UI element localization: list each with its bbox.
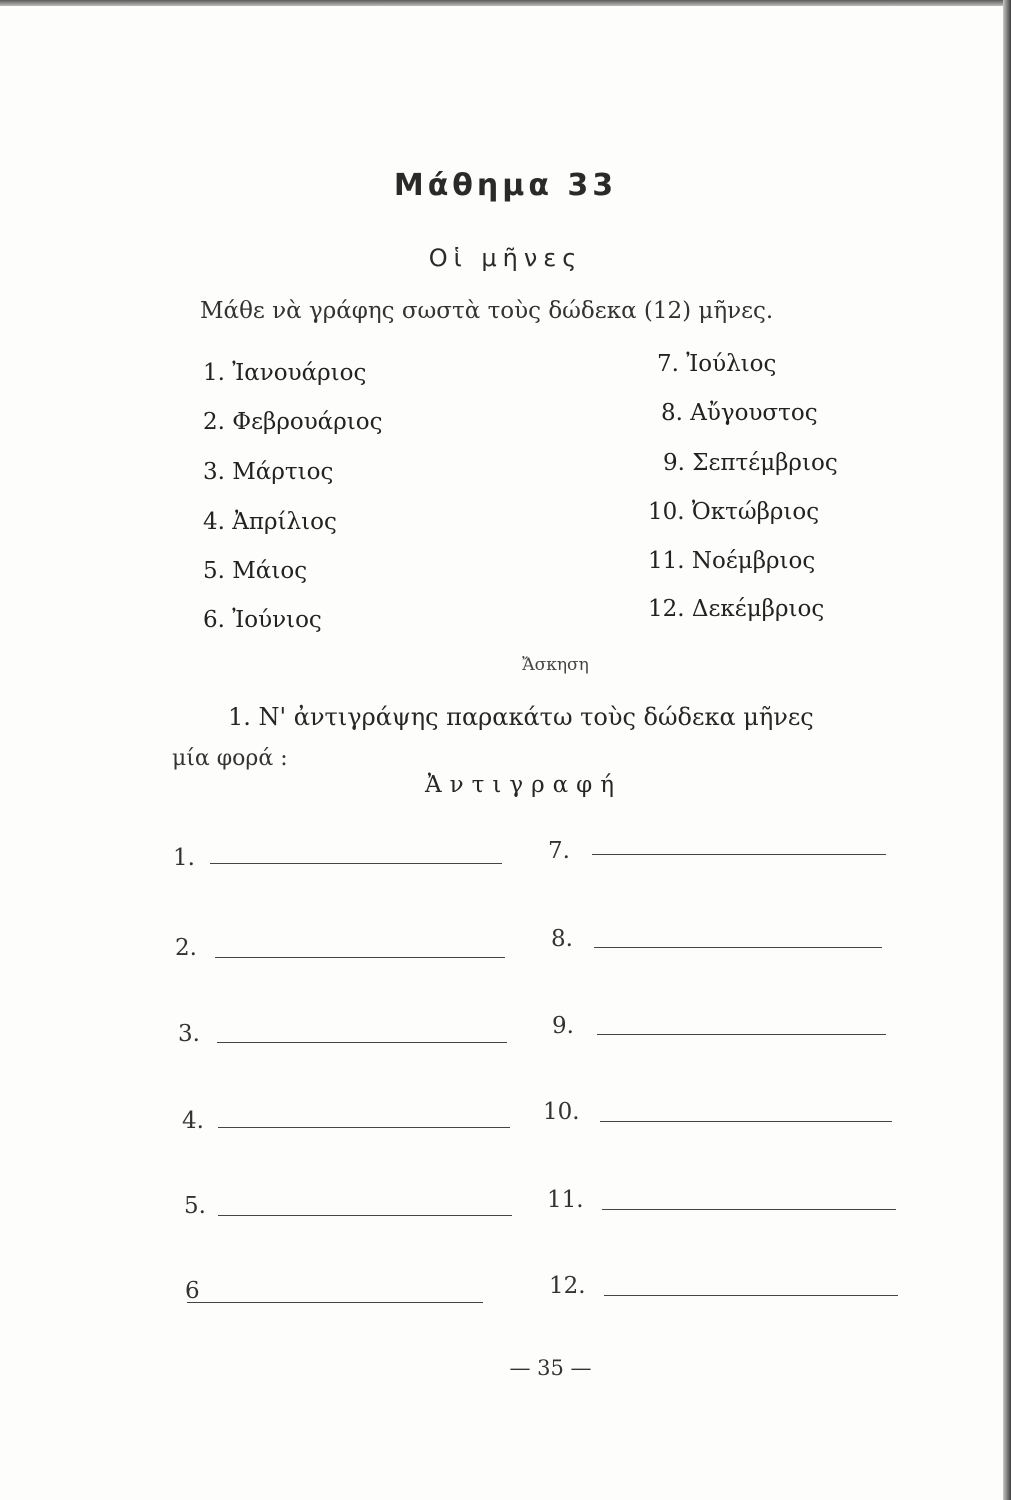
copy-blank-line[interactable]: [597, 1034, 886, 1035]
month-list-item: 4. Ἀπρίλιος: [203, 509, 337, 535]
copy-line-number: 8.: [551, 926, 573, 952]
page-number: — 35 —: [509, 1356, 592, 1380]
copy-line-number: 1.: [173, 845, 195, 871]
copy-blank-line[interactable]: [218, 1215, 512, 1216]
copy-section-label: Ἀντιγραφή: [425, 772, 623, 798]
page-edge-top: [0, 0, 1011, 6]
copy-line-number: 11.: [547, 1187, 584, 1213]
intro-text: Μάθε νὰ γράφης σωστὰ τοὺς δώδεκα (12) μῆνες.: [200, 298, 774, 324]
copy-blank-line[interactable]: [592, 854, 886, 855]
month-list-item: 5. Μάιος: [203, 558, 308, 584]
copy-blank-line[interactable]: [218, 1127, 510, 1128]
copy-blank-line[interactable]: [187, 1302, 483, 1303]
copy-line-number: 3.: [178, 1021, 200, 1047]
month-list-item: 6. Ἰούνιος: [203, 607, 322, 633]
lesson-subtitle: Οἱ μῆνες: [428, 244, 583, 272]
copy-blank-line[interactable]: [600, 1121, 892, 1122]
copy-blank-line[interactable]: [594, 947, 882, 948]
month-list-item: 7. Ἰούλιος: [657, 351, 777, 377]
month-list-item: 11. Νοέμβριος: [648, 548, 816, 574]
copy-line-number: 2.: [175, 935, 197, 961]
copy-blank-line[interactable]: [602, 1209, 896, 1210]
month-list-item: 12. Δεκέμβριος: [648, 596, 825, 622]
lesson-title: Μάθημα 33: [393, 168, 618, 203]
copy-line-number: 10.: [543, 1099, 580, 1125]
exercise-heading: Ἄσκηση: [522, 655, 589, 675]
copy-line-number: 5.: [184, 1193, 206, 1219]
exercise-instruction: 1. Ν' ἀντιγράψης παρακάτω τοὺς δώδεκα μῆνες: [228, 703, 814, 731]
copy-blank-line[interactable]: [217, 1042, 507, 1043]
month-list-item: 3. Μάρτιος: [203, 459, 334, 485]
copy-line-number: 9.: [552, 1013, 574, 1039]
copy-blank-line[interactable]: [604, 1295, 898, 1296]
month-list-item: 10. Ὀκτώβριος: [648, 499, 820, 525]
copy-line-number: 4.: [182, 1108, 204, 1134]
page-edge-right: [1003, 0, 1011, 1500]
copy-blank-line[interactable]: [215, 957, 505, 958]
month-list-item: 2. Φεβρουάριος: [203, 409, 383, 435]
copy-line-number: 6: [185, 1278, 200, 1304]
month-list-item: 1. Ἰανουάριος: [203, 360, 367, 386]
exercise-instruction-continued: μία φορά :: [172, 746, 288, 771]
month-list-item: 8. Αὔγουστος: [661, 400, 818, 426]
copy-line-number: 12.: [549, 1273, 586, 1299]
copy-blank-line[interactable]: [210, 863, 502, 864]
month-list-item: 9. Σεπτέμβριος: [663, 450, 838, 476]
copy-line-number: 7.: [548, 838, 570, 864]
